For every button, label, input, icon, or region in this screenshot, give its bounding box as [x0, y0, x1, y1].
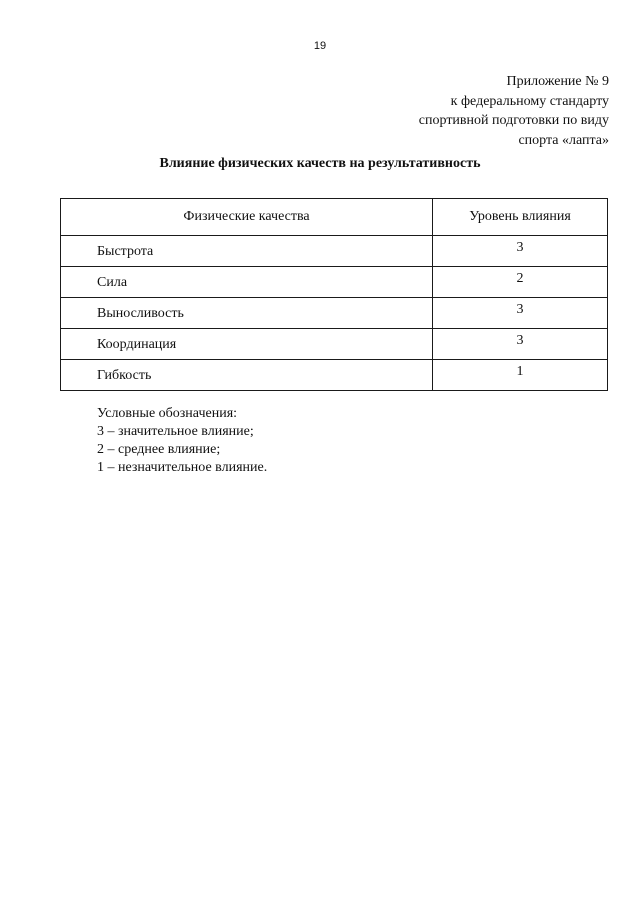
header-physical-qualities: Физические качества	[61, 199, 433, 236]
table-row	[61, 298, 608, 329]
header-influence-level: Уровень влияния	[433, 199, 608, 236]
legend-item: 2 – среднее влияние;	[97, 442, 221, 457]
quality-cell: Быстрота	[61, 236, 433, 267]
table-row	[61, 236, 608, 267]
legend	[97, 405, 267, 477]
page-number: 19	[313, 40, 327, 52]
appendix-note	[419, 72, 609, 150]
level-cell: 2	[433, 267, 608, 298]
document-title: Влияние физических качеств на результативность	[159, 156, 481, 171]
quality-cell: Гибкость	[61, 360, 433, 391]
appendix-line: спортивной подготовки по виду	[418, 113, 609, 128]
level-cell: 3	[433, 298, 608, 329]
legend-heading: Условные обозначения:	[97, 406, 238, 421]
table-row	[61, 267, 608, 298]
level-cell: 3	[433, 236, 608, 267]
level-cell: 3	[433, 329, 608, 360]
quality-cell: Координация	[61, 329, 433, 360]
level-cell: 1	[433, 360, 608, 391]
appendix-line: к федеральному стандарту	[450, 93, 609, 109]
quality-cell: Сила	[61, 267, 433, 298]
appendix-line: Приложение № 9	[506, 74, 609, 89]
legend-item: 1 – незначительное влияние.	[97, 460, 268, 475]
table-row	[61, 329, 608, 360]
influence-table	[60, 198, 608, 391]
legend-item: 3 – значительное влияние;	[97, 424, 254, 439]
table-row	[61, 360, 608, 391]
quality-cell: Выносливость	[61, 298, 433, 329]
appendix-line: спорта «лапта»	[518, 132, 609, 148]
table-header-row	[61, 199, 608, 236]
